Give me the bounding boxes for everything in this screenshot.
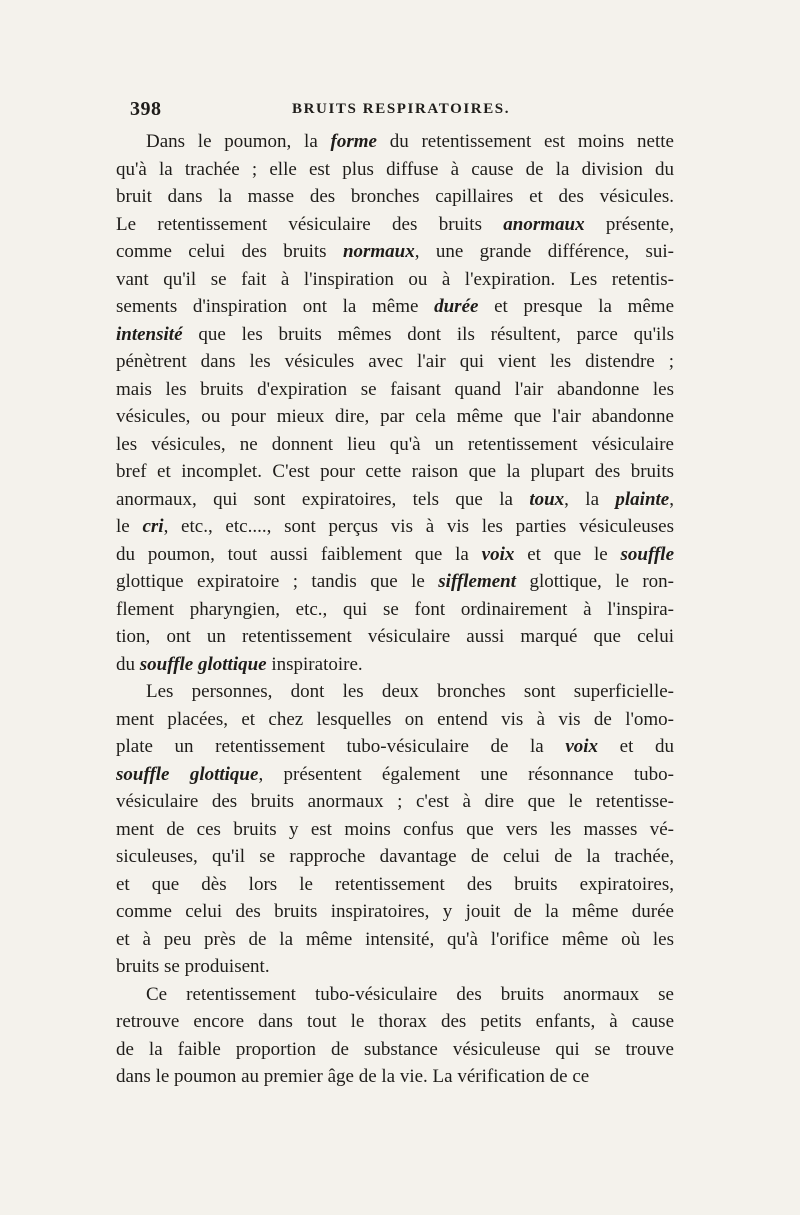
page-number: 398 [130, 98, 162, 120]
text-line [116, 458, 674, 486]
text-span: mais les bruits d'expiration se faisant quand l'air abandonne les [116, 378, 674, 400]
text-span: le [116, 516, 143, 537]
text-span: et à peu près de la même intensité, qu'à l'orifice même où les [116, 928, 674, 950]
text-span: , une grande différence, sui- [414, 241, 674, 262]
text-span: vésicules, ou pour mieux dire, par cela même que l'air abandonne [116, 406, 674, 427]
text-line [116, 238, 674, 266]
italic-term: durée [434, 296, 479, 317]
text-line [116, 981, 674, 1009]
running-head: BRUITS RESPIRATOIRES. [292, 101, 511, 117]
text-span: du retentissement est moins nette [376, 131, 674, 152]
body-text [116, 128, 674, 1091]
text-line [116, 651, 674, 679]
italic-term: souffle glottique [116, 763, 259, 785]
text-span: que les bruits mêmes dont ils résultent, parce qu'ils [182, 323, 674, 345]
text-span: qu'à la trachée ; elle est plus diffuse à cause de la division du [116, 158, 674, 180]
italic-term: anormaux [503, 213, 585, 235]
text-line [116, 926, 674, 954]
italic-term: intensité [116, 323, 183, 345]
text-span: Dans le poumon, la [146, 131, 331, 152]
text-line [116, 293, 674, 321]
text-span: Le retentissement vésiculaire des bruits [116, 213, 504, 235]
page-header [130, 98, 678, 126]
text-span: les vésicules, ne donnent lieu qu'à un retentissement vésiculaire [116, 433, 674, 455]
text-span: glottique, le ron- [516, 571, 674, 592]
text-span: présente, [584, 213, 674, 235]
text-span: et presque la même [478, 296, 674, 317]
text-span: et que dès lors le retentissement des bruits expiratoires, [116, 873, 674, 895]
text-line [116, 816, 674, 844]
italic-term: souffle glottique [139, 653, 267, 675]
text-span: bref et incomplet. C'est pour cette raison que la plupart des bruits [116, 461, 674, 482]
text-line [116, 1036, 674, 1064]
text-span: , [669, 488, 674, 510]
text-line [116, 403, 674, 431]
text-span: bruit dans la masse des bronches capillaires et des vésicules. [116, 186, 674, 207]
text-line [116, 678, 674, 706]
text-span: et du [598, 736, 674, 757]
text-span: comme celui des bruits [116, 241, 343, 262]
italic-term: cri [142, 516, 164, 537]
text-span: comme celui des bruits inspiratoires, y jouit de la même durée [116, 901, 674, 922]
text-span: inspiratoire. [266, 653, 363, 675]
text-span: , présentent également une résonnance tubo- [258, 763, 674, 785]
text-line [116, 513, 674, 541]
text-line [116, 596, 674, 624]
text-line [116, 1063, 674, 1091]
text-span: pénètrent dans les vésicules avec l'air qui vient les distendre ; [116, 351, 674, 372]
text-line [116, 431, 674, 459]
text-span: de la faible proportion de substance vésiculeuse qui se trouve [116, 1038, 674, 1060]
text-span: du poumon, tout aussi faiblement que la [116, 543, 482, 565]
text-line [116, 953, 674, 981]
italic-term: toux [529, 488, 565, 510]
text-span: flement pharyngien, etc., qui se font ordinairement à l'inspira- [116, 598, 674, 620]
text-span: , etc., etc...., sont perçus vis à vis les parties vésiculeuses [163, 516, 674, 537]
text-line [116, 1008, 674, 1036]
text-line [116, 623, 674, 651]
text-line [116, 871, 674, 899]
text-line [116, 183, 674, 211]
text-span: siculeuses, qu'il se rapproche davantage de celui de la trachée, [116, 846, 674, 867]
text-span: et que le [514, 543, 621, 565]
text-line [116, 348, 674, 376]
text-line [116, 321, 674, 349]
italic-term: forme [330, 131, 377, 152]
italic-term: normaux [342, 241, 415, 262]
text-span: , la [564, 488, 616, 510]
text-span: Les personnes, dont les deux bronches sont superficielle- [146, 681, 674, 702]
text-span: anormaux, qui sont expiratoires, tels que la [116, 488, 530, 510]
text-line [116, 376, 674, 404]
text-span: tion, ont un retentissement vésiculaire aussi marqué que celui [116, 626, 674, 647]
text-line [116, 568, 674, 596]
text-span: plate un retentissement tubo-vésiculaire de la [116, 736, 566, 757]
text-line [116, 541, 674, 569]
text-span: sements d'inspiration ont la même [116, 296, 435, 317]
text-line [116, 843, 674, 871]
text-span: vésiculaire des bruits anormaux ; c'est à dire que le retentisse- [116, 791, 674, 812]
italic-term: voix [565, 736, 599, 757]
text-line [116, 128, 674, 156]
italic-term: souffle [620, 543, 674, 565]
text-span: retrouve encore dans tout le thorax des petits enfants, à cause [116, 1011, 674, 1032]
text-line [116, 486, 674, 514]
text-line [116, 733, 674, 761]
text-line [116, 211, 674, 239]
text-line [116, 156, 674, 184]
italic-term: sifflement [438, 571, 517, 592]
text-span: du [116, 653, 140, 675]
text-line [116, 266, 674, 294]
text-span: ment placées, et chez lesquelles on entend vis à vis de l'omo- [116, 708, 674, 730]
text-span: ment de ces bruits y est moins confus que vers les masses vé- [116, 818, 674, 840]
text-span: dans le poumon au premier âge de la vie. La vérification de ce [116, 1066, 590, 1087]
text-line [116, 706, 674, 734]
text-span: vant qu'il se fait à l'inspiration ou à l'expiration. Les retentis- [116, 268, 674, 290]
italic-term: plainte [615, 488, 670, 510]
text-line [116, 898, 674, 926]
text-span: bruits se produisent. [116, 956, 270, 977]
text-span: glottique expiratoire ; tandis que le [116, 571, 439, 592]
text-span: Ce retentissement tubo-vésiculaire des bruits anormaux se [146, 983, 674, 1005]
text-line [116, 761, 674, 789]
italic-term: voix [481, 543, 515, 565]
text-line [116, 788, 674, 816]
